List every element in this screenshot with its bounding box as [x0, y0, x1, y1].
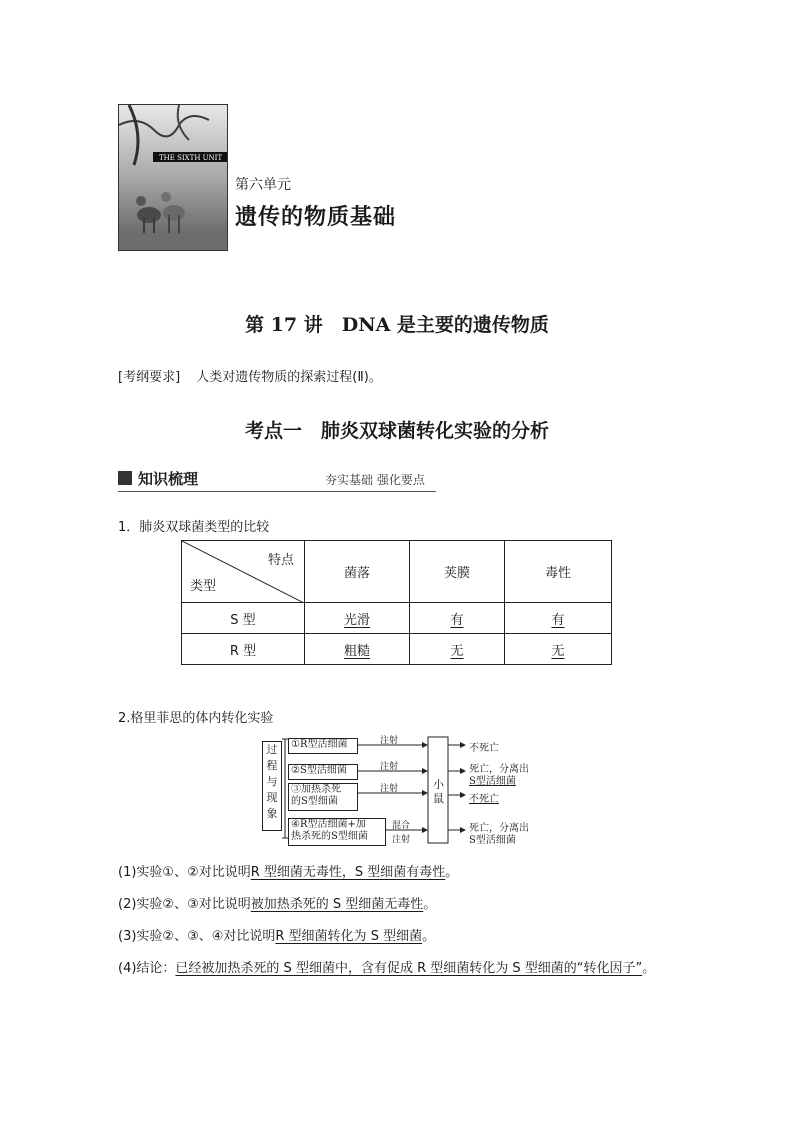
- table-header-cell: 荚膜: [410, 541, 505, 603]
- step-box-3: [288, 783, 358, 811]
- arrow-label: 注射: [380, 784, 399, 794]
- arrow-label: 注射: [392, 835, 411, 845]
- arrow-label: 注射: [380, 736, 399, 746]
- table-cell: [505, 603, 612, 634]
- process-label-char: 程: [266, 759, 278, 772]
- conclusion-suffix: 。: [422, 929, 436, 944]
- conclusion-prefix: (3)实验②、③、④对比说明: [118, 929, 276, 944]
- table-cell: [505, 634, 612, 665]
- unit-title: 遗传的物质基础: [235, 205, 397, 230]
- step-line: 的S型细菌: [291, 796, 338, 807]
- table-cell: [305, 603, 410, 634]
- comparison-table: [181, 540, 612, 665]
- arrow-label: 混合: [392, 821, 411, 831]
- table-row: [182, 603, 612, 634]
- q2-title: 2.格里菲思的体内转化实验: [118, 711, 274, 726]
- table-header-cell: 菌落: [305, 541, 410, 603]
- result-text: 死亡，分离出: [469, 764, 529, 775]
- conclusion-suffix: 。: [423, 897, 437, 912]
- table-cell: [410, 603, 505, 634]
- section-title: 知识梳理: [138, 470, 199, 488]
- q1-title: 1．肺炎双球菌类型的比较: [118, 520, 270, 535]
- result-text: S型活细菌: [469, 835, 516, 846]
- table-corner-cell: [182, 541, 305, 603]
- answer-text: 有: [551, 612, 565, 628]
- step-line: 热杀死的S型细菌: [291, 831, 368, 842]
- section-subtitle: 夯实基础 强化要点: [325, 473, 425, 487]
- corner-top-label: 特点: [267, 553, 294, 568]
- table-row: [182, 634, 612, 665]
- conclusion-answer: R 型细菌无毒性，S 型细菌有毒性: [250, 865, 446, 880]
- table-cell: [410, 634, 505, 665]
- conclusion-prefix: (1)实验①、②对比说明: [118, 865, 251, 880]
- table-cell: [305, 634, 410, 665]
- conclusion-line: [118, 957, 655, 976]
- table-header-row: [182, 541, 612, 603]
- step-box-2: ②S型活细菌: [288, 764, 358, 780]
- step-line: ③加热杀死: [291, 784, 341, 795]
- griffith-experiment-diagram: [258, 733, 538, 853]
- unit-cover-photo: [118, 104, 228, 251]
- answer-text: 无: [551, 643, 565, 659]
- conclusion-answer: 已经被加热杀死的 S 型细菌中，含有促成 R 型细菌转化为 S 型细菌的“转化因子”: [175, 961, 643, 976]
- lecture-title: 第 17 讲 DNA 是主要的遗传物质: [245, 314, 549, 336]
- conclusion-line: [118, 925, 435, 944]
- table-header-cell: 毒性: [505, 541, 612, 603]
- conclusion-suffix: 。: [642, 961, 656, 976]
- corner-bottom-label: 类型: [190, 579, 217, 594]
- table-cell: R 型: [182, 634, 305, 665]
- result-text: 不死亡: [469, 743, 499, 754]
- conclusion-suffix: 。: [445, 865, 459, 880]
- requirement-tag: [考纲要求]: [118, 370, 181, 385]
- result-text: 不死亡: [469, 794, 499, 805]
- mouse-char: 鼠: [433, 792, 444, 805]
- conclusion-answer: R 型细菌转化为 S 型细菌: [275, 929, 423, 944]
- answer-text: 有: [450, 612, 464, 628]
- mouse-label: [433, 778, 444, 806]
- result-text: S型活细菌: [469, 776, 516, 787]
- arrow-label: 注射: [380, 762, 399, 772]
- process-label-char: 象: [266, 807, 278, 820]
- section-square-icon: [118, 471, 132, 485]
- conclusion-answer: 被加热杀死的 S 型细菌无毒性: [250, 897, 424, 912]
- conclusion-line: [118, 861, 458, 880]
- conclusion-prefix: (2)实验②、③对比说明: [118, 897, 251, 912]
- kaodian-title: 考点一 肺炎双球菌转化实验的分析: [244, 420, 549, 442]
- conclusion-line: [118, 893, 436, 912]
- step-box-4: [288, 818, 386, 846]
- process-label-char: 与: [266, 775, 278, 788]
- photo-caption: THE SIXTH UNIT: [159, 154, 223, 162]
- exam-requirement: [118, 366, 382, 385]
- section-divider: [118, 491, 436, 492]
- mouse-char: 小: [433, 778, 444, 791]
- requirement-text: 人类对遗传物质的探索过程(Ⅱ)。: [196, 370, 382, 385]
- answer-text: 粗糙: [343, 643, 370, 659]
- step-box-1: ①R型活细菌: [288, 738, 358, 754]
- result-text: 死亡，分离出: [469, 823, 529, 834]
- conclusion-prefix: (4)结论：: [118, 961, 176, 976]
- step-line: ④R型活细菌+加: [291, 819, 366, 830]
- process-label-char: 现: [266, 791, 278, 804]
- answer-text: 无: [450, 643, 464, 659]
- process-label-box: [262, 741, 282, 831]
- deer-photo-icon: [119, 105, 227, 250]
- table-cell: S 型: [182, 603, 305, 634]
- process-label-char: 过: [266, 743, 278, 756]
- answer-text: 光滑: [343, 612, 370, 628]
- unit-subtitle: 第六单元: [235, 177, 291, 193]
